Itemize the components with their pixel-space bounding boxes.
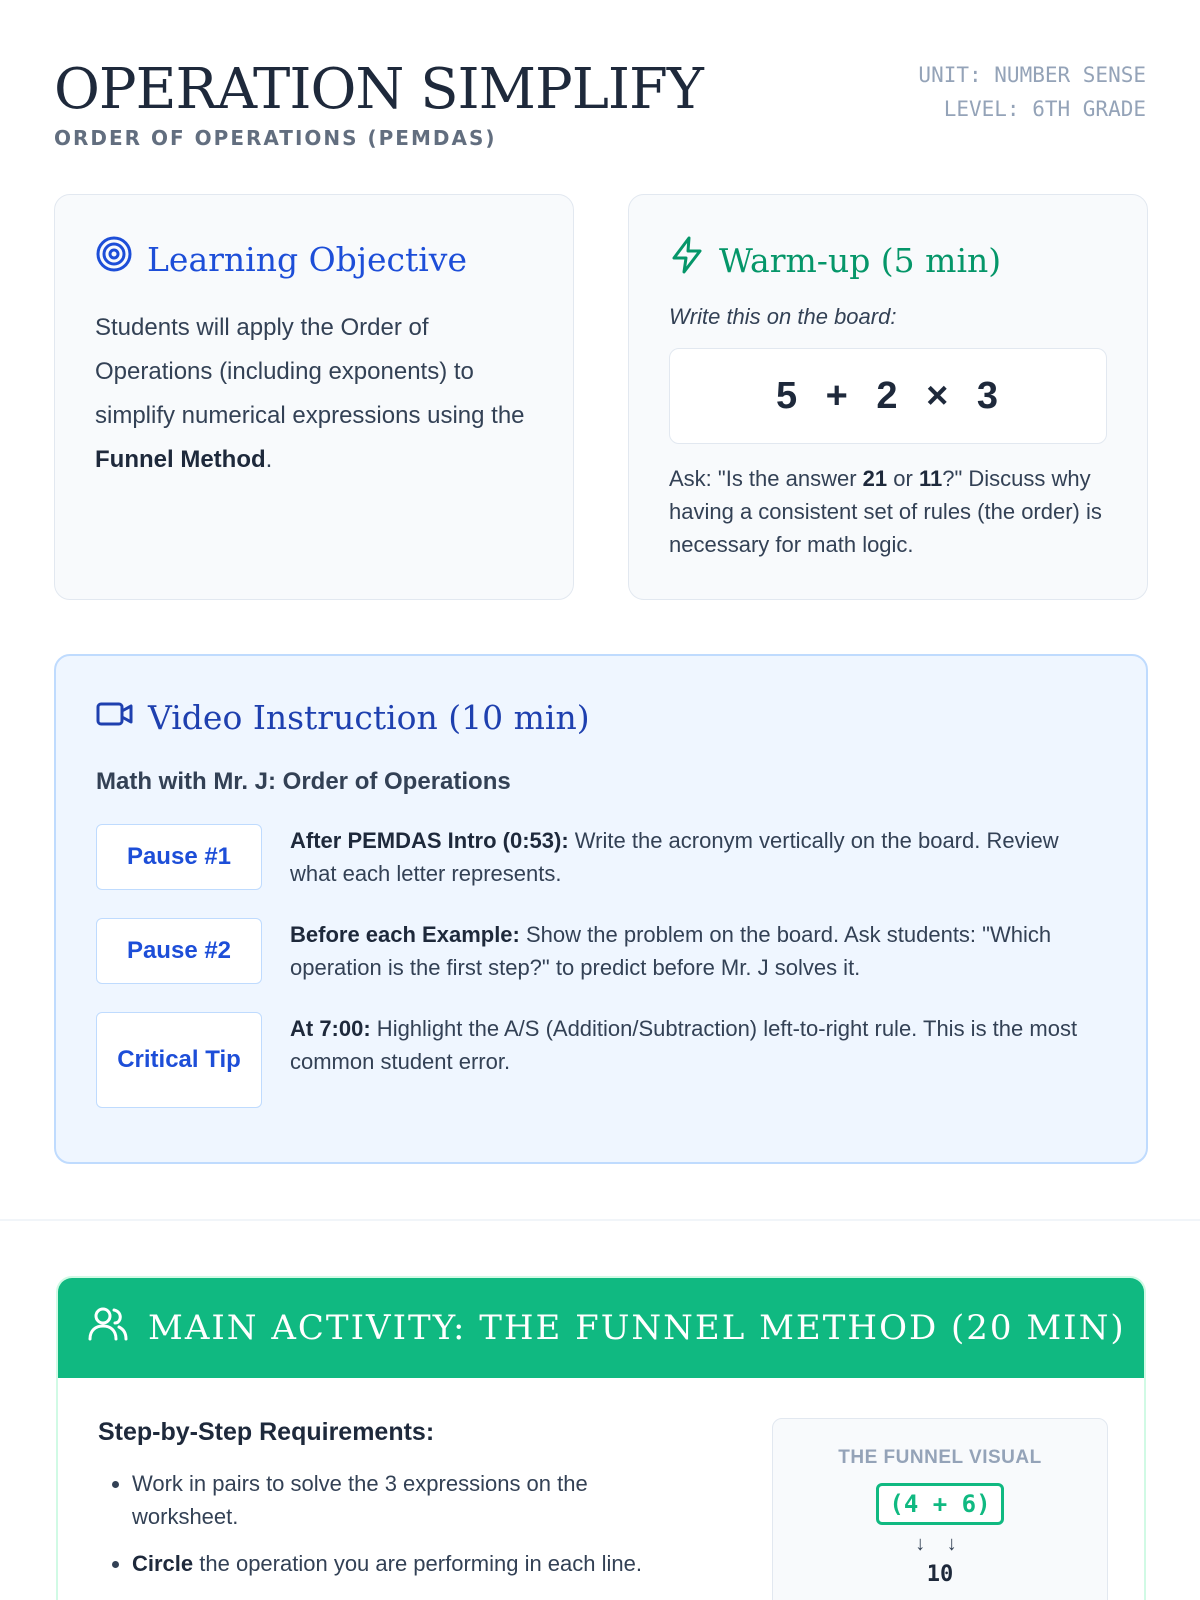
funnel-expression: (4 + 6): [876, 1483, 1003, 1525]
page-header: [54, 58, 1146, 158]
funnel-label: THE FUNNEL VISUAL: [838, 1447, 1042, 1468]
funnel-visual-box: [772, 1418, 1108, 1600]
pause-item: [96, 824, 1106, 890]
pause-item: [96, 918, 1106, 984]
objective-text: Students will apply the Order of Operations (including exponents) to simplify numerical expressions using the Funnel Method.: [95, 314, 525, 473]
objective-heading-text: Learning Objective: [147, 239, 467, 279]
main-activity-header: [58, 1278, 1144, 1378]
funnel-arrows: ↓ ↓: [915, 1533, 965, 1555]
funnel-result: 10: [926, 1562, 954, 1587]
video-instruction-card: [54, 654, 1148, 1164]
target-icon: [95, 235, 133, 284]
pause-description: At 7:00: Highlight the A/S (Addition/Subtraction) left-to-right rule. This is the most common student error.: [290, 1016, 1078, 1074]
lightning-icon: [669, 235, 705, 286]
pause-description: Before each Example: Show the problem on the board. Ask students: "Which operation is the first step?" to predict before Mr. J solves it.: [290, 922, 1052, 980]
video-camera-icon: [96, 696, 134, 740]
unit-label: UNIT: NUMBER SENSE: [918, 63, 1146, 87]
objective-heading: [95, 235, 533, 284]
pause-item: [96, 1012, 1106, 1108]
funnel-method-term: Funnel Method: [95, 446, 266, 473]
pause-list: [96, 824, 1106, 1108]
main-activity-body: [58, 1378, 1144, 1600]
list-item: • Work in pairs to solve the 3 expressions on the worksheet.: [132, 1467, 658, 1533]
video-heading-text: Video Instruction (10 min): [148, 698, 590, 737]
learning-objective-card: [54, 194, 574, 600]
critical-tip-tag: Critical Tip: [96, 1012, 262, 1108]
page-subtitle: ORDER OF OPERATIONS (PEMDAS): [54, 126, 497, 150]
list-item: • Circle the operation you are performing in each line.: [132, 1547, 658, 1580]
warmup-question: Ask: "Is the answer 21 or 11?" Discuss why having a consistent set of rules (the order) is necessary for math logic.: [669, 466, 1102, 557]
warmup-heading-text: Warm-up (5 min): [719, 240, 1002, 280]
section-divider: [0, 1219, 1200, 1221]
pause-tag: Pause #2: [96, 918, 262, 984]
lesson-meta: [918, 58, 1146, 126]
warmup-heading: [669, 235, 1107, 286]
steps-heading: Step-by-Step Requirements:: [98, 1418, 435, 1446]
users-icon: [88, 1306, 128, 1351]
main-activity-title: MAIN ACTIVITY: THE FUNNEL METHOD (20 MIN): [148, 1308, 1126, 1348]
pause-description: After PEMDAS Intro (0:53): Write the acronym vertically on the board. Review what each letter represents.: [290, 828, 1059, 886]
pause-tag: Pause #1: [96, 824, 262, 890]
warm-up-card: [628, 194, 1148, 600]
page-title: OPERATION SIMPLIFY: [54, 57, 703, 122]
video-heading: [96, 696, 1106, 740]
warmup-equation: 5 + 2 × 3: [669, 348, 1107, 444]
warmup-intro: Write this on the board:: [669, 304, 897, 329]
main-activity-card: [56, 1276, 1146, 1600]
steps-list: [98, 1467, 658, 1580]
level-label: LEVEL: 6TH GRADE: [943, 97, 1146, 121]
video-title: Math with Mr. J: Order of Operations: [96, 768, 511, 795]
